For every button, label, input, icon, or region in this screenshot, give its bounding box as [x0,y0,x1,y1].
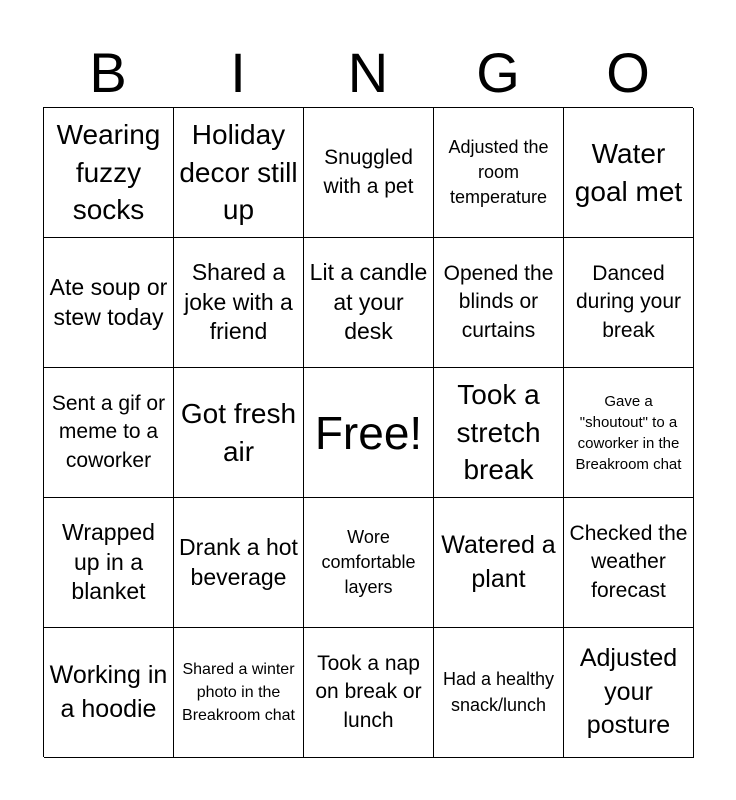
cell-text: Water goal met [574,137,683,207]
cell-text: Sent a gif or meme to a coworker [51,391,166,472]
bingo-cell-n5[interactable] [304,628,434,758]
bingo-cell-n1[interactable] [304,108,434,238]
bingo-cell-n4[interactable] [304,498,434,628]
header-letter-n: N [347,41,389,104]
bingo-cell-g5[interactable] [434,628,564,758]
bingo-cell-o3[interactable] [564,368,694,498]
bingo-cell-b3[interactable] [44,368,174,498]
cell-text: Had a healthy snack/lunch [442,669,555,715]
cell-text: Took a nap on break or lunch [315,651,422,732]
header-letter-o: O [606,41,650,104]
bingo-cell-b1[interactable] [44,108,174,238]
bingo-cell-i1[interactable] [174,108,304,238]
free-space-label: Free! [314,406,423,459]
cell-text: Gave a "shoutout" to a coworker in the Breakroom chat [575,392,682,473]
cell-text: Adjusted your posture [579,643,678,740]
bingo-cell-g1[interactable] [434,108,564,238]
header-letter-g: G [476,41,520,104]
cell-text: Danced during your break [575,261,682,342]
cell-text: Lit a candle at your desk [309,258,428,345]
bingo-board [43,107,693,757]
bingo-cell-g4[interactable] [434,498,564,628]
cell-text: Drank a hot beverage [179,533,298,590]
cell-text: Ate soup or stew today [49,273,168,330]
cell-text: Holiday decor still up [179,118,298,226]
cell-text: Shared a winter photo in the Breakroom chat [182,660,295,725]
bingo-cell-i4[interactable] [174,498,304,628]
header-letter-i: I [230,41,246,104]
cell-text: Adjusted the room temperature [448,136,549,208]
bingo-cell-i2[interactable] [174,238,304,368]
bingo-cell-b2[interactable] [44,238,174,368]
bingo-cell-n2[interactable] [304,238,434,368]
cell-text: Opened the blinds or curtains [443,261,554,342]
cell-text: Wearing fuzzy socks [56,118,161,226]
cell-text: Got fresh air [180,397,297,467]
bingo-cell-o1[interactable] [564,108,694,238]
bingo-cell-g3[interactable] [434,368,564,498]
free-space[interactable] [304,368,434,498]
bingo-header [43,40,693,106]
bingo-cell-i3[interactable] [174,368,304,498]
bingo-cell-o2[interactable] [564,238,694,368]
cell-text: Snuggled with a pet [323,146,414,198]
cell-text: Watered a plant [441,530,556,593]
cell-text: Wrapped up in a blanket [62,518,155,605]
bingo-cell-b5[interactable] [44,628,174,758]
cell-text: Wore comfortable layers [321,526,416,598]
bingo-cell-o5[interactable] [564,628,694,758]
bingo-cell-b4[interactable] [44,498,174,628]
cell-text: Took a stretch break [456,378,541,486]
bingo-cell-i5[interactable] [174,628,304,758]
cell-text: Working in a hoodie [49,660,168,723]
bingo-cell-g2[interactable] [434,238,564,368]
bingo-cell-o4[interactable] [564,498,694,628]
cell-text: Checked the weather forecast [569,521,688,602]
cell-text: Shared a joke with a friend [184,258,293,345]
header-letter-b: B [89,41,127,104]
